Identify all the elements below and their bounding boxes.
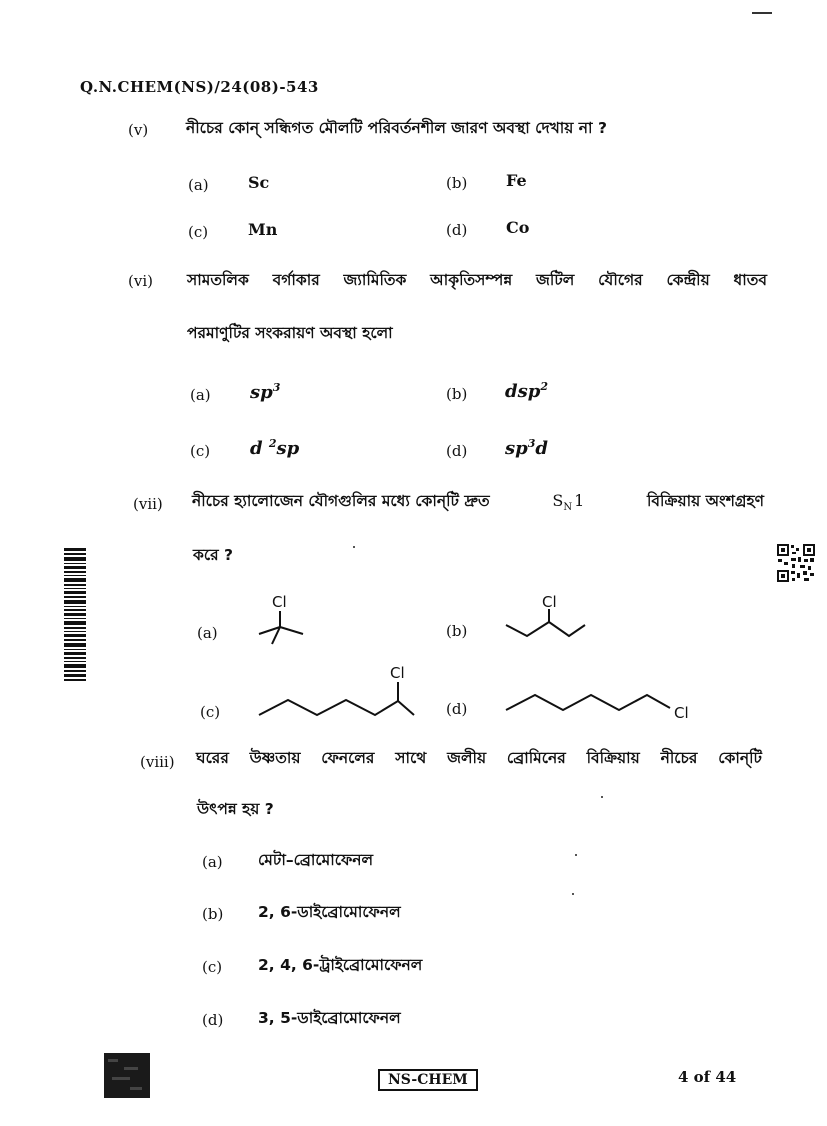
question-text-v: নীচের কোন্ সন্ধিগত মৌলটি পরিবর্তনশীল জারণ অবস্থা দেখায় না ? (186, 119, 607, 137)
option-label: (c) (190, 442, 211, 460)
molecule-c-2-chloroheptane (255, 660, 425, 725)
option-label: (c) (202, 958, 223, 976)
question-text-vi-line2: পরমাণুটির সংকরায়ণ অবস্থা হলো (187, 324, 393, 342)
option-value: Fe (506, 171, 527, 190)
molecule-a-tert-butyl-chloride (245, 590, 315, 650)
option-value: মেটা–ব্রোমোফেনল (258, 851, 374, 869)
option-label: (a) (190, 386, 211, 404)
option-label: (d) (446, 700, 468, 718)
option-label: (a) (197, 624, 218, 642)
option-formula: d $^2$sp (250, 437, 300, 459)
footer-paper-code: NS-CHEM (378, 1069, 478, 1091)
option-label: (d) (446, 442, 468, 460)
paper-code-header: Q.N.CHEM(NS)/24(08)-543 (80, 78, 319, 96)
q7-text-pre: নীচের হ্যালোজেন যৌগগুলির মধ্যে কোন্‌টি দ্রুত (192, 492, 490, 510)
option-formula: dsp$^2$ (505, 380, 548, 402)
option-label: (b) (446, 174, 468, 192)
question-text-vii-line1 (192, 489, 764, 515)
question-number-v: (v) (128, 121, 149, 139)
question-number-viii: (viii) (140, 753, 175, 771)
option-label: (d) (446, 221, 468, 239)
sn1-notation: $S_N$ 1 (552, 491, 585, 514)
scan-speck (353, 546, 355, 548)
scan-speck (601, 796, 603, 798)
option-label: (c) (188, 223, 209, 241)
top-dash (752, 12, 772, 14)
option-label: (a) (202, 853, 223, 871)
question-text-vi-line1: সামতলিক বর্গাকার জ্যামিতিক আকৃতিসম্পন্ন জটিল যৌগের কেন্দ্রীয় ধাতব (187, 271, 767, 289)
option-label: (b) (446, 385, 468, 403)
molecule-d-1-chlorohexane (500, 670, 700, 725)
option-value: Mn (248, 220, 278, 239)
side-barcode (64, 548, 86, 683)
option-label: (c) (200, 703, 221, 721)
chlorine-atom-label: Cl (390, 664, 405, 682)
question-text-vii-line2: করে ? (193, 546, 233, 564)
option-label: (b) (202, 905, 224, 923)
chlorine-atom-label: Cl (542, 593, 557, 611)
scan-speck (572, 893, 574, 895)
option-label: (a) (188, 176, 209, 194)
print-marker-block (104, 1053, 150, 1098)
chlorine-atom-label: Cl (674, 704, 689, 722)
option-formula: $sp^3$ (250, 381, 281, 403)
option-value: 3, 5-ডাইব্রোমোফেনল (258, 1009, 401, 1027)
page-number: 4 of 44 (678, 1068, 737, 1086)
q7-text-post: বিক্রিয়ায় অংশগ্রহণ (646, 492, 764, 510)
molecule-b-2-chlorobutane (500, 590, 595, 650)
option-value: 2, 6-ডাইব্রোমোফেনল (258, 903, 401, 921)
qr-code-icon (776, 543, 816, 583)
option-value: Sc (248, 173, 270, 192)
question-number-vi: (vi) (128, 272, 153, 290)
question-text-viii-line1: ঘরের উষ্ণতায় ফেনলের সাথে জলীয় ব্রোমিনের বিক্রিয়ায় নীচের কোন্‌টি (196, 749, 762, 767)
question-text-viii-line2: উৎপন্ন হয় ? (197, 800, 274, 818)
scan-speck (575, 854, 577, 856)
option-formula: $sp^3d$ (505, 437, 548, 459)
chlorine-atom-label: Cl (272, 593, 287, 611)
option-label: (d) (202, 1011, 224, 1029)
option-value: 2, 4, 6-ট্রাইব্রোমোফেনল (258, 956, 423, 974)
option-value: Co (506, 218, 530, 237)
question-number-vii: (vii) (133, 495, 163, 513)
option-label: (b) (446, 622, 468, 640)
